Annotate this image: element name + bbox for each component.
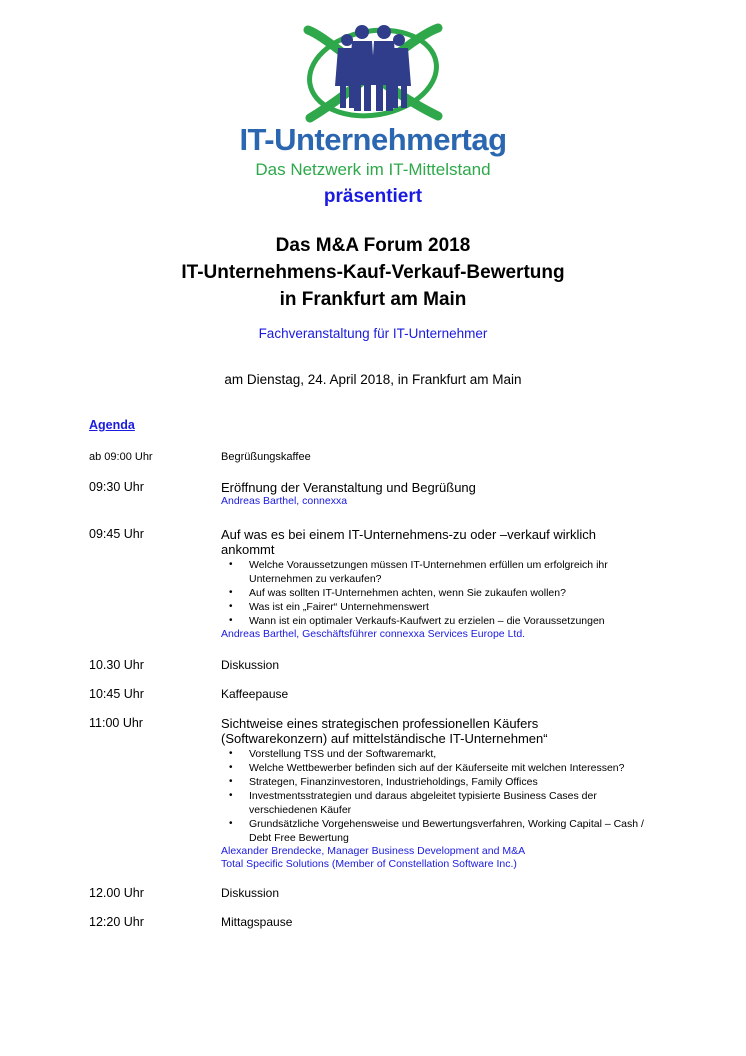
list-item: • Wann ist ein optimaler Verkaufs-Kaufwert zu erzielen – die Voraussetzungen xyxy=(221,614,661,628)
list-item: • Welche Voraussetzungen müssen IT-Unternehmen erfüllen um erfolgreich ihr Unternehmen zu verkaufen? xyxy=(221,558,661,586)
event-subtitle: Fachveranstaltung für IT-Unternehmer xyxy=(258,326,488,341)
agenda-speaker: Andreas Barthel, Geschäftsführer connexxa Services Europe Ltd. xyxy=(221,628,526,640)
event-title xyxy=(0,232,746,313)
agenda-title: Auf was es bei einem IT-Unternehmens-zu oder –verkauf wirklich ankommt xyxy=(221,527,596,557)
brand-title: IT-Unternehmertag xyxy=(239,122,507,157)
list-item: • Welche Wettbewerber befinden sich auf der Käuferseite mit welchen Interessen? xyxy=(221,761,661,775)
header-logo xyxy=(0,0,746,215)
agenda-title: Begrüßungskaffee xyxy=(221,451,311,463)
list-item: • Strategen, Finanzinvestoren, Industrieholdings, Family Offices xyxy=(221,775,661,789)
presents-label: präsentiert xyxy=(323,186,423,207)
agenda-title: Mittagspause xyxy=(221,915,293,929)
agenda-time: 10.30 Uhr xyxy=(89,658,144,672)
agenda-speaker: Total Specific Solutions (Member of Constellation Software Inc.) xyxy=(221,857,517,870)
business-team-logo-icon xyxy=(300,18,446,128)
list-item: • Vorstellung TSS und der Softwaremarkt, xyxy=(221,747,661,761)
event-title-line: in Frankfurt am Main xyxy=(279,289,467,310)
agenda-time: 09:30 Uhr xyxy=(89,480,144,494)
agenda-bullets xyxy=(221,558,661,628)
list-item: • Was ist ein „Fairer“ Unternehmenswert xyxy=(221,600,661,614)
agenda-heading[interactable]: Agenda xyxy=(89,418,135,432)
agenda-time: 09:45 Uhr xyxy=(89,527,144,541)
agenda-speaker: Alexander Brendecke, Manager Business Development and M&A xyxy=(221,845,526,857)
agenda-title: Diskussion xyxy=(221,658,280,672)
agenda-title: Eröffnung der Veranstaltung und Begrüßung xyxy=(221,480,476,495)
agenda-speaker: Andreas Barthel, connexxa xyxy=(221,495,348,507)
agenda-title: Diskussion xyxy=(221,886,280,900)
list-item: • Grundsätzliche Vorgehensweise und Bewertungsverfahren, Working Capital – Cash / Debt Free Bewertung xyxy=(221,817,661,845)
agenda-time: 12.00 Uhr xyxy=(89,886,144,900)
event-title-line: Das M&A Forum 2018 xyxy=(275,235,471,256)
agenda-title: Sichtweise eines strategischen professionellen Käufers (Softwarekonzern) auf mittelständische IT-Unternehmen“ xyxy=(221,716,548,746)
list-item: • Investmentsstrategien und daraus abgeleitet typisierte Business Cases der verschiedenen Käufer xyxy=(221,789,661,817)
agenda-time: 10:45 Uhr xyxy=(89,687,144,701)
agenda-bullets xyxy=(221,747,661,845)
agenda-title: Kaffeepause xyxy=(221,687,289,701)
agenda-time: 11:00 Uhr xyxy=(89,716,143,730)
event-title-line: IT-Unternehmens-Kauf-Verkauf-Bewertung xyxy=(181,262,565,283)
brand-tagline: Das Netzwerk im IT-Mittelstand xyxy=(255,160,491,179)
event-date: am Dienstag, 24. April 2018, in Frankfurt am Main xyxy=(224,372,522,387)
agenda-time: ab 09:00 Uhr xyxy=(89,451,153,463)
agenda-time: 12:20 Uhr xyxy=(89,915,144,929)
list-item: • Auf was sollten IT-Unternehmen achten, wenn Sie zukaufen wollen? xyxy=(221,586,661,600)
